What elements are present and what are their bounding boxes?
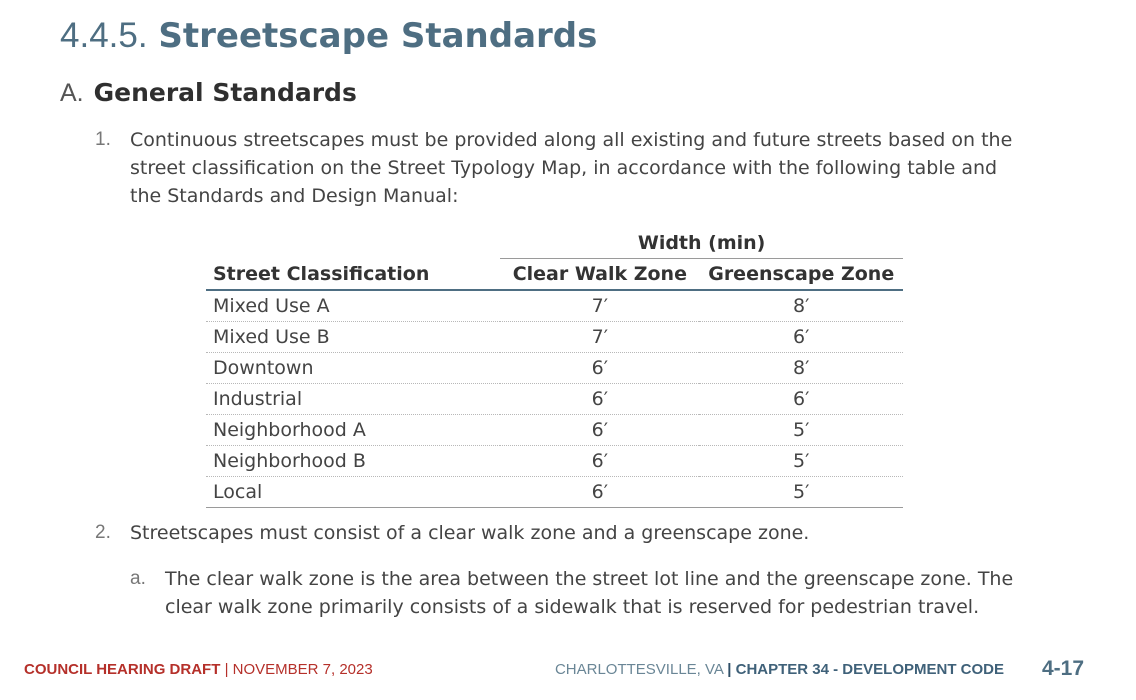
- table-row: [206, 290, 903, 322]
- cell-greenscape: 5′: [699, 446, 903, 477]
- section-title: Streetscape Standards: [158, 16, 598, 56]
- footer-chapter: CHAPTER 34 - DEVELOPMENT CODE: [735, 661, 1004, 678]
- table-row: [206, 322, 903, 353]
- footer-separator: |: [727, 661, 732, 678]
- cell-greenscape: 5′: [699, 477, 903, 508]
- cell-greenscape: 8′: [699, 290, 903, 322]
- cell-greenscape: 8′: [699, 353, 903, 384]
- cell-greenscape: 6′: [699, 322, 903, 353]
- header-street-classification: Street Classification: [206, 259, 500, 291]
- footer-city: CHARLOTTESVILLE, VA: [554, 661, 724, 678]
- header-clear-walk-zone: Clear Walk Zone: [500, 259, 699, 291]
- table-header-blank: [206, 228, 500, 259]
- table-row: [206, 477, 903, 508]
- page-number: 4-17: [1041, 657, 1084, 680]
- table-row: [206, 415, 903, 446]
- table-group-header-row: [206, 228, 903, 259]
- list-marker: 1.: [95, 129, 111, 150]
- list-item-text: Streetscapes must consist of a clear walk zone and a greenscape zone.: [130, 522, 810, 544]
- subsection-heading: [60, 76, 357, 110]
- cell-classification: Local: [206, 477, 500, 508]
- footer-separator: |: [224, 661, 229, 678]
- table-row: [206, 353, 903, 384]
- footer-right: [555, 660, 1004, 680]
- cell-clear-walk: 6′: [500, 384, 699, 415]
- cell-classification: Industrial: [206, 384, 500, 415]
- cell-clear-walk: 7′: [500, 322, 699, 353]
- footer-left: [24, 660, 373, 680]
- cell-greenscape: 6′: [699, 384, 903, 415]
- cell-classification: Mixed Use B: [206, 322, 500, 353]
- table-row: [206, 446, 903, 477]
- cell-classification: Mixed Use A: [206, 290, 500, 322]
- cell-classification: Neighborhood B: [206, 446, 500, 477]
- cell-clear-walk: 6′: [500, 353, 699, 384]
- footer-draft-label: COUNCIL HEARING DRAFT: [24, 661, 221, 678]
- subsection-title: General Standards: [93, 78, 357, 107]
- cell-greenscape: 5′: [699, 415, 903, 446]
- cell-classification: Downtown: [206, 353, 500, 384]
- subsection-letter: A.: [60, 79, 84, 107]
- streetscape-width-table: [206, 228, 903, 508]
- header-greenscape-zone: Greenscape Zone: [699, 259, 903, 291]
- footer-date: NOVEMBER 7, 2023: [232, 661, 373, 678]
- table-row: [206, 384, 903, 415]
- cell-clear-walk: 7′: [500, 290, 699, 322]
- list-item-text: Continuous streetscapes must be provided along all existing and future streets based on the street classification on the Street Typology Map, in accordance with the following table and the Standards and Design Manual:: [130, 129, 1013, 207]
- cell-classification: Neighborhood A: [206, 415, 500, 446]
- width-min-header: Width (min): [500, 228, 903, 259]
- cell-clear-walk: 6′: [500, 446, 699, 477]
- section-heading: [60, 14, 597, 58]
- cell-clear-walk: 6′: [500, 415, 699, 446]
- cell-clear-walk: 6′: [500, 477, 699, 508]
- sub-list-item-text: The clear walk zone is the area between the street lot line and the greenscape zone. The clear walk zone primarily consists of a sidewalk that is reserved for pedestrian travel.: [165, 568, 1014, 618]
- table-header-row: [206, 259, 903, 291]
- sub-list-marker: a.: [130, 568, 146, 589]
- section-number: 4.4.5.: [60, 16, 148, 55]
- list-marker: 2.: [95, 522, 111, 543]
